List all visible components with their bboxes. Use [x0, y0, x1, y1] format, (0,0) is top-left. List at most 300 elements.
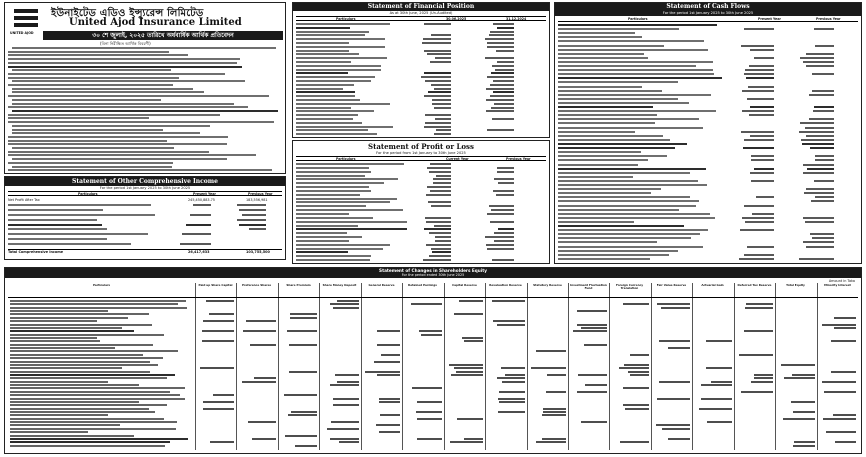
value-cell [428, 201, 451, 203]
value-cell [487, 213, 514, 215]
value-cell [487, 129, 514, 131]
text-line [558, 69, 713, 71]
equity-value-cell [377, 374, 400, 376]
equity-value-cell [668, 347, 690, 349]
equity-row-label [10, 324, 152, 326]
text-line [296, 103, 390, 105]
text-line [8, 114, 220, 116]
equity-value-cell [546, 391, 566, 393]
equity-value-cell [288, 414, 317, 416]
equity-value-cell [290, 317, 317, 319]
value-cell [806, 53, 834, 55]
value-cell [745, 69, 774, 71]
equity-value-cell [454, 367, 483, 369]
equity-header-cell: Preference Shares [241, 283, 272, 287]
value-cell [427, 53, 451, 55]
text-line [296, 201, 390, 203]
text-line [8, 140, 167, 142]
fp-col-particulars: Particulars [336, 17, 356, 21]
equity-row-label [10, 411, 155, 413]
cf-col-current: Present Year [758, 17, 781, 21]
equity-header-cell: Particulars [92, 283, 111, 287]
text-line [8, 51, 169, 53]
text-line [558, 237, 691, 239]
value-cell [742, 90, 774, 92]
text-line [296, 27, 350, 29]
value-cell [751, 159, 774, 161]
text-line [558, 139, 670, 141]
equity-row-label [10, 357, 163, 359]
equity-value-cell [295, 445, 317, 447]
equity-header-cell: Total Equity [786, 283, 805, 287]
text-line [296, 118, 353, 120]
text-line [296, 50, 349, 52]
equity-value-cell [668, 438, 690, 440]
equity-row-label [10, 438, 188, 440]
oci-row-v1: 245,450,883.75 [188, 198, 215, 202]
equity-value-cell [497, 324, 525, 326]
text-line [558, 28, 679, 30]
company-name-en: United Ajod Insurance Limited [69, 17, 242, 28]
value-cell [496, 50, 514, 52]
value-cell [491, 107, 514, 109]
text-line [558, 118, 699, 120]
equity-row-label [10, 337, 97, 339]
equity-value-cell [578, 374, 607, 376]
equity-header-cell: General Reserve [368, 283, 395, 287]
value-cell [487, 248, 514, 250]
text-line [558, 57, 648, 59]
text-line [558, 196, 690, 198]
text-line [12, 147, 174, 149]
value-cell [812, 90, 834, 92]
value-cell [744, 254, 774, 256]
oci-header-row [8, 191, 282, 196]
equity-column-divider [817, 283, 818, 450]
text-line [296, 236, 362, 238]
equity-row-label [10, 317, 128, 319]
value-cell [815, 196, 834, 198]
equity-row-label [10, 381, 108, 383]
equity-row-label [10, 347, 115, 349]
equity-value-cell [656, 424, 690, 426]
value-cell [237, 219, 266, 221]
equity-row-label [10, 391, 170, 393]
value-cell [489, 205, 514, 207]
text-line [8, 214, 155, 216]
value-cell [744, 73, 774, 75]
text-line [296, 209, 403, 211]
value-cell [434, 107, 451, 109]
equity-value-cell [330, 384, 359, 386]
equity-unit: Amount in Taka [828, 279, 855, 283]
text-line [558, 49, 708, 51]
value-cell [799, 258, 834, 260]
value-cell [750, 106, 774, 108]
text-line [558, 122, 655, 124]
text-line [296, 126, 393, 128]
value-cell [436, 129, 451, 131]
equity-value-cell [203, 320, 234, 322]
value-cell [432, 99, 451, 101]
equity-row-label [10, 361, 150, 363]
equity-value-cell [499, 401, 525, 403]
pl-col-current: Current Year [446, 157, 469, 161]
value-cell [746, 77, 774, 79]
text-line [296, 42, 349, 44]
value-cell [431, 84, 451, 86]
equity-row-label [10, 384, 139, 386]
equity-value-cell [331, 421, 359, 423]
value-cell [186, 224, 211, 226]
equity-value-cell [502, 381, 525, 383]
equity-header-cell: Minority Interest [824, 283, 851, 287]
text-line [8, 95, 269, 97]
equity-value-cell [417, 418, 442, 420]
equity-value-cell [630, 354, 649, 356]
equity-value-cell [210, 441, 234, 443]
value-cell [493, 80, 514, 82]
pl-header-row [296, 156, 546, 161]
text-line [558, 246, 703, 248]
equity-value-cell [536, 441, 566, 443]
text-line [558, 36, 642, 38]
equity-value-cell [498, 411, 525, 413]
value-cell [429, 171, 451, 173]
text-line [296, 91, 355, 93]
equity-value-cell [754, 377, 773, 379]
text-line [8, 238, 107, 240]
equity-column-divider [236, 283, 237, 450]
equity-value-cell [701, 398, 732, 400]
equity-value-cell [625, 408, 649, 410]
text-line [558, 94, 711, 96]
value-cell [434, 225, 451, 227]
value-cell [742, 217, 774, 219]
text-line [8, 73, 225, 75]
equity-value-cell [659, 340, 690, 342]
text-line [296, 34, 365, 36]
equity-value-cell [581, 327, 607, 329]
text-line [296, 31, 369, 33]
value-cell [427, 186, 451, 188]
cash-flows-panel [554, 2, 862, 264]
text-line [558, 217, 715, 219]
value-cell [493, 190, 514, 192]
text-line [558, 172, 690, 174]
value-cell [182, 233, 211, 235]
text-line [558, 24, 717, 26]
text-line [558, 221, 634, 223]
equity-header-cell: Actuarial Gain [701, 283, 724, 287]
equity-value-cell [531, 367, 566, 369]
equity-column-divider [278, 283, 279, 450]
equity-value-cell [209, 313, 234, 315]
company-logo [12, 7, 40, 31]
text-line [296, 23, 390, 25]
equity-header-cell: Retained Earnings [408, 283, 437, 287]
text-line [558, 73, 714, 75]
cf-col-previous: Previous Year [816, 17, 841, 21]
text-line [558, 45, 664, 47]
text-line [558, 233, 700, 235]
text-line [558, 151, 641, 153]
value-cell [497, 27, 514, 29]
equity-value-cell [459, 300, 483, 302]
text-line [296, 38, 385, 40]
equity-value-cell [823, 418, 856, 420]
equity-value-cell [337, 381, 359, 383]
oci-title: Statement of Other Comprehensive Income [5, 177, 285, 186]
equity-row-label [10, 354, 143, 356]
value-cell [490, 221, 514, 223]
value-cell [799, 131, 834, 133]
value-cell [741, 131, 774, 133]
equity-value-cell [421, 334, 442, 336]
equity-header-cell: Statutory Reserve [533, 283, 562, 287]
equity-value-cell [628, 371, 649, 373]
equity-value-cell [291, 411, 317, 413]
text-line [558, 168, 706, 170]
text-line [558, 192, 651, 194]
fp-col-current: 30.06.2025 [446, 17, 467, 21]
text-line [296, 228, 407, 230]
value-cell [741, 45, 774, 47]
text-line [296, 53, 359, 55]
equity-value-cell [791, 401, 815, 403]
value-cell [751, 155, 774, 157]
text-line [296, 225, 358, 227]
equity-value-cell [381, 354, 400, 356]
text-line [558, 102, 689, 104]
value-cell [425, 122, 451, 124]
value-cell [811, 200, 834, 202]
text-line [558, 258, 650, 260]
equity-value-cell [585, 384, 607, 386]
oci-total-v1: 26,417,633 [188, 250, 210, 254]
equity-value-cell [834, 317, 856, 319]
equity-row-label [10, 300, 186, 302]
value-cell [807, 168, 834, 170]
equity-value-cell [493, 320, 525, 322]
equity-column-divider [444, 283, 445, 450]
value-cell [747, 98, 774, 100]
value-cell [809, 94, 834, 96]
text-line [558, 155, 667, 157]
equity-value-cell [379, 401, 400, 403]
value-cell [249, 228, 266, 230]
notice-panel [4, 2, 286, 174]
equity-value-cell [831, 340, 856, 342]
equity-value-cell [379, 398, 400, 400]
text-line [296, 72, 348, 74]
value-cell [754, 57, 774, 59]
text-line [296, 248, 383, 250]
equity-value-cell [701, 384, 732, 386]
value-cell [803, 217, 834, 219]
text-line [296, 57, 387, 59]
equity-value-cell [620, 441, 649, 443]
equity-column-divider [651, 283, 652, 450]
value-cell [805, 127, 834, 129]
profit-loss-panel [292, 140, 550, 264]
equity-row-label [10, 327, 122, 329]
text-line [8, 121, 274, 123]
text-line [558, 184, 707, 186]
equity-row-label [10, 374, 175, 376]
value-cell [424, 50, 451, 52]
oci-subtitle: For the period 1st January 2025 to 30th June 2025 [99, 186, 191, 190]
value-cell [435, 118, 451, 120]
value-cell [497, 171, 514, 173]
equity-row-label [10, 377, 167, 379]
equity-value-cell [252, 438, 276, 440]
value-cell [424, 95, 451, 97]
text-line [558, 200, 699, 202]
equity-value-cell [246, 320, 276, 322]
value-cell [432, 103, 451, 105]
text-line [8, 54, 188, 56]
value-cell [751, 180, 774, 182]
equity-value-cell [248, 421, 276, 423]
equity-column-divider [609, 283, 610, 450]
value-cell [497, 167, 514, 169]
equity-column-divider [319, 283, 320, 450]
equity-value-cell [454, 313, 483, 315]
equity-value-cell [543, 408, 566, 410]
text-line [558, 53, 644, 55]
equity-value-cell [451, 374, 483, 376]
text-line [558, 143, 687, 145]
equity-value-cell [333, 307, 359, 309]
value-cell [424, 72, 451, 74]
value-cell [426, 221, 451, 223]
value-cell [750, 135, 774, 137]
value-cell [748, 86, 774, 88]
equity-value-cell [624, 364, 649, 366]
equity-row-label [10, 307, 187, 309]
text-line [558, 176, 633, 178]
equity-value-cell [379, 431, 400, 433]
text-line [296, 198, 397, 200]
equity-value-cell [499, 391, 525, 393]
text-line [296, 110, 374, 112]
equity-value-cell [417, 401, 442, 403]
value-cell [242, 214, 266, 216]
equity-header-cell: Investment Fluctuation Fund [570, 283, 607, 290]
equity-row-label [10, 364, 158, 366]
value-cell [492, 259, 514, 261]
text-line [296, 186, 369, 188]
equity-value-cell [417, 438, 442, 440]
value-cell [812, 73, 834, 75]
value-cell [490, 31, 514, 33]
text-line [296, 213, 349, 215]
cash-flows-title: Statement of Cash Flows [555, 3, 861, 11]
equity-value-cell [492, 300, 525, 302]
financial-position-panel [292, 2, 550, 138]
value-cell [813, 110, 834, 112]
equity-value-cell [250, 344, 276, 346]
text-line [296, 80, 371, 82]
profit-loss-title: Statement of Profit or Loss [368, 142, 474, 151]
value-cell [498, 182, 514, 184]
value-cell [435, 57, 451, 59]
oci-col-current: Present Year [193, 192, 216, 196]
pl-col-previous: Previous Year [506, 157, 531, 161]
equity-row-label [10, 367, 122, 369]
equity-row-label [10, 344, 153, 346]
text-line [8, 209, 103, 211]
equity-row-label [10, 435, 134, 437]
oci-total-v2: 103,755,500 [246, 250, 270, 254]
value-cell [494, 103, 514, 105]
text-line [8, 136, 228, 138]
equity-table [8, 283, 858, 450]
equity-value-cell [630, 374, 649, 376]
oci-row-v2: 183,556,981 [246, 198, 268, 202]
text-line [558, 205, 696, 207]
notice-banner [43, 31, 283, 40]
text-line [558, 110, 716, 112]
value-cell [744, 139, 774, 141]
oci-row-total [8, 249, 282, 254]
value-cell [422, 42, 451, 44]
equity-value-cell [739, 354, 773, 356]
value-cell [424, 23, 451, 25]
equity-row-label [10, 313, 149, 315]
text-line [558, 77, 722, 79]
equity-column-divider [692, 283, 693, 450]
equity-panel [4, 267, 862, 454]
value-cell [431, 248, 451, 250]
value-cell [426, 244, 451, 246]
oci-body-rows [8, 204, 282, 248]
profit-loss-subtitle: For the period from 1st January to 30th June 2025 [376, 151, 466, 155]
text-line [12, 99, 161, 101]
equity-row-label [10, 414, 108, 416]
equity-value-cell [835, 441, 856, 443]
equity-row-label [10, 340, 100, 342]
equity-value-cell [200, 367, 234, 369]
equity-value-cell [543, 411, 566, 413]
text-line [8, 224, 102, 226]
equity-value-cell [577, 310, 607, 312]
text-line [558, 213, 710, 215]
equity-value-cell [457, 418, 483, 420]
financial-position-subtitle: As at 30th June, 2025 (Un-Audited) [389, 11, 453, 15]
equity-value-cell [822, 381, 856, 383]
value-cell [743, 147, 774, 149]
equity-header-rule [8, 297, 858, 298]
text-line [558, 65, 696, 67]
financial-position-title: Statement of Financial Position [293, 3, 549, 11]
equity-value-cell [497, 377, 525, 379]
value-cell [435, 236, 451, 238]
text-line [558, 98, 678, 100]
value-cell [486, 244, 514, 246]
equity-row-label [10, 445, 165, 447]
value-cell [435, 240, 451, 242]
equity-value-cell [289, 344, 317, 346]
equity-value-cell [203, 401, 234, 403]
value-cell [426, 194, 451, 196]
value-cell [490, 95, 514, 97]
value-cell [433, 178, 451, 180]
equity-value-cell [333, 404, 359, 406]
equity-value-cell [284, 394, 317, 396]
value-cell [805, 221, 834, 223]
